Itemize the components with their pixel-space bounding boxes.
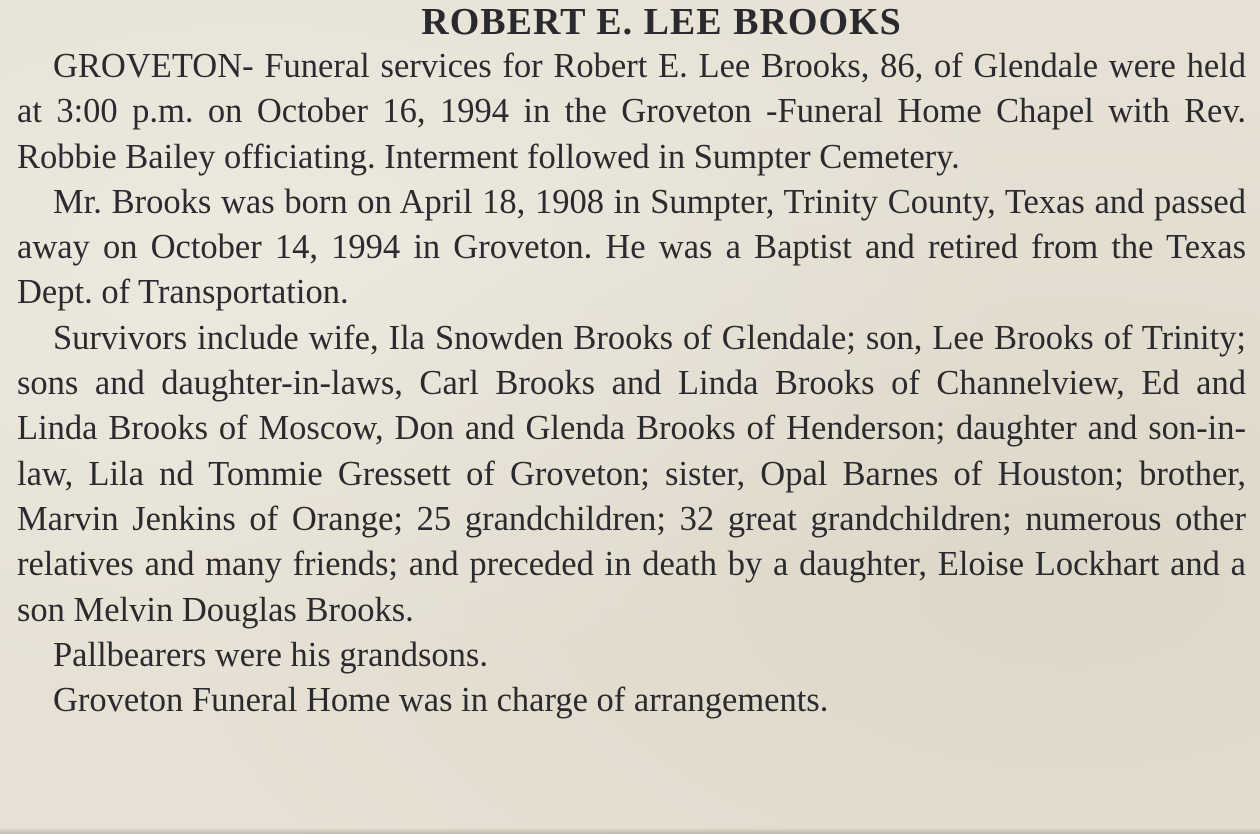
paper-edge-shadow <box>0 828 1260 834</box>
obituary-headline: ROBERT E. LEE BROOKS <box>421 1 902 43</box>
arrangements-paragraph: Groveton Funeral Home was in charge of arrangements. <box>53 681 829 720</box>
pallbearers-paragraph: Pallbearers were his grandsons. <box>53 635 488 674</box>
biography-paragraph: Mr. Brooks was born on April 18, 1908 in Sumpter, Trinity County, Texas and passed away on October 14, 1994 in Groveton. He was a Baptist and retired from the Texas Dept. of Transportation. <box>17 182 1246 312</box>
funeral-services-paragraph: GROVETON- Funeral services for Robert E. Lee Brooks, 86, of Glendale were held at 3:00 p.m. on October 16, 1994 in the Groveton -Funeral Home Chapel with Rev. Robbie Bailey officiating. Interment followed in Sumpter Cemetery. <box>17 47 1246 176</box>
survivors-paragraph: Survivors include wife, Ila Snowden Brooks of Glendale; son, Lee Brooks of Trinity; sons and daughter-in-laws, Carl Brooks and Linda Brooks of Channelview, Ed and Linda Brooks of Moscow, Don and Glenda Brooks of Henderson; daughter and son-in-law, Lila nd Tommie Gressett of Groveton; sister, Opal Barnes of Houston; brother, Marvin Jenkins of Orange; 25 grandchildren; 32 great grandchildren; numerous other relatives and many friends; and preceded in death by a daughter, Eloise Lockhart and a son Melvin Douglas Brooks. <box>17 318 1246 629</box>
